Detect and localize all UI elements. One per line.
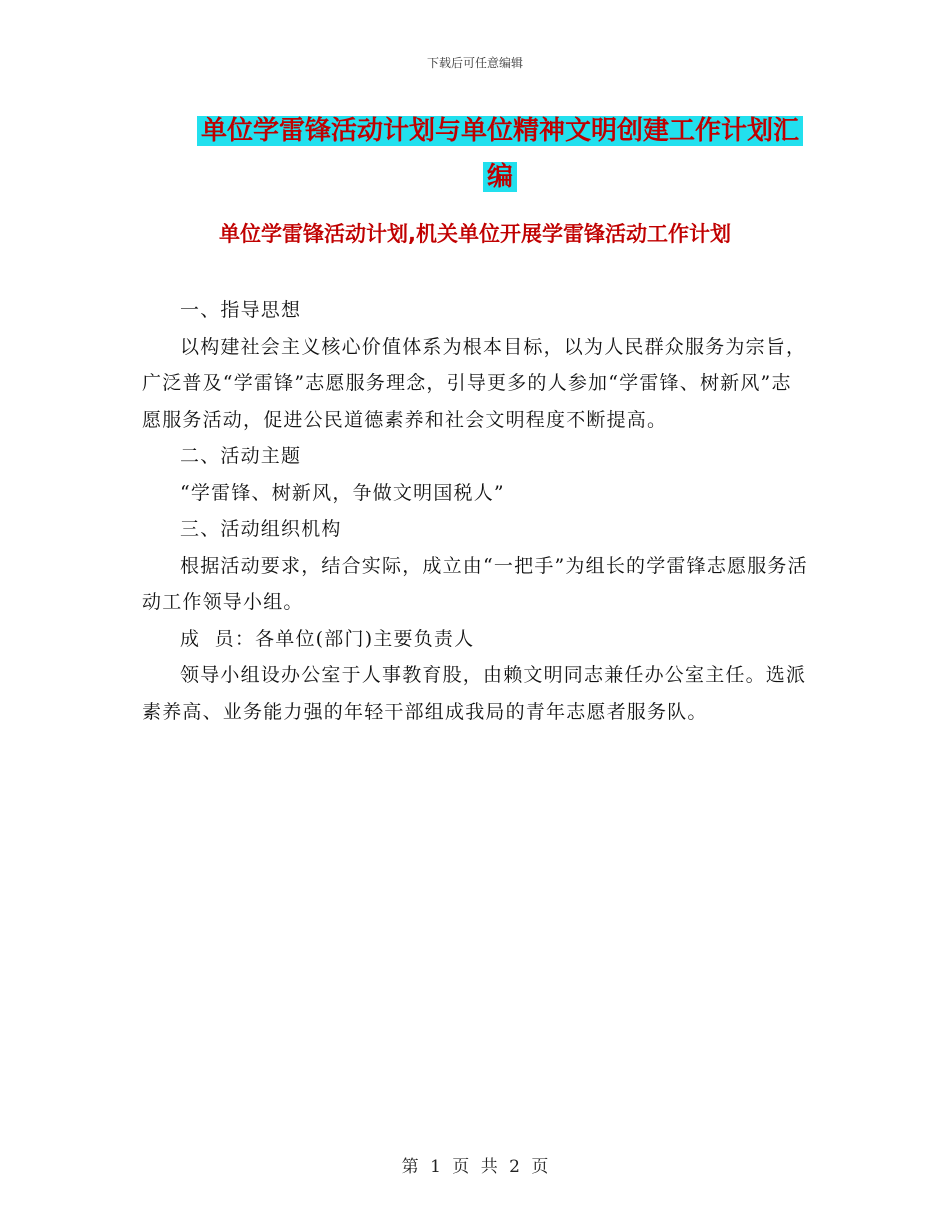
paragraph-office: 领导小组设办公室于人事教育股，由赖文明同志兼任办公室主任。选派素养高、业务能力强的年轻干部组成我局的青年志愿者服务队。 [142,664,807,723]
page-number-footer: 第 1 页 共 2 页 [401,1157,549,1177]
paragraph-members: 成 员：各单位(部门)主要负责人 [180,627,475,650]
page-header-note: 下载后可任意编辑 [426,56,523,70]
paragraph-guiding-ideology: 以构建社会主义核心价值体系为根本目标，以为人民群众服务为宗旨，广泛普及“学雷锋”志愿服务理念，引导更多的人参加“学雷锋、树新风”志愿服务活动，促进公民道德素养和社会文明程度不断提高。 [142,335,807,431]
section-title: 单位学雷锋活动计划,机关单位开展学雷锋活动工作计划 [219,222,731,246]
heading-activity-theme: 二、活动主题 [180,445,302,467]
heading-organization: 三、活动组织机构 [180,518,342,540]
document-title-line-1: 单位学雷锋活动计划与单位精神文明创建工作计划汇 [197,116,803,146]
document-title [190,108,810,200]
paragraph-activity-theme: “学雷锋、树新风，争做文明国税人” [180,481,505,504]
document-body [142,292,808,730]
heading-guiding-ideology: 一、指导思想 [180,299,302,321]
document-title-line-2: 编 [483,162,517,192]
paragraph-organization: 根据活动要求，结合实际，成立由“一把手”为组长的学雷锋志愿服务活动工作领导小组。 [142,554,808,613]
